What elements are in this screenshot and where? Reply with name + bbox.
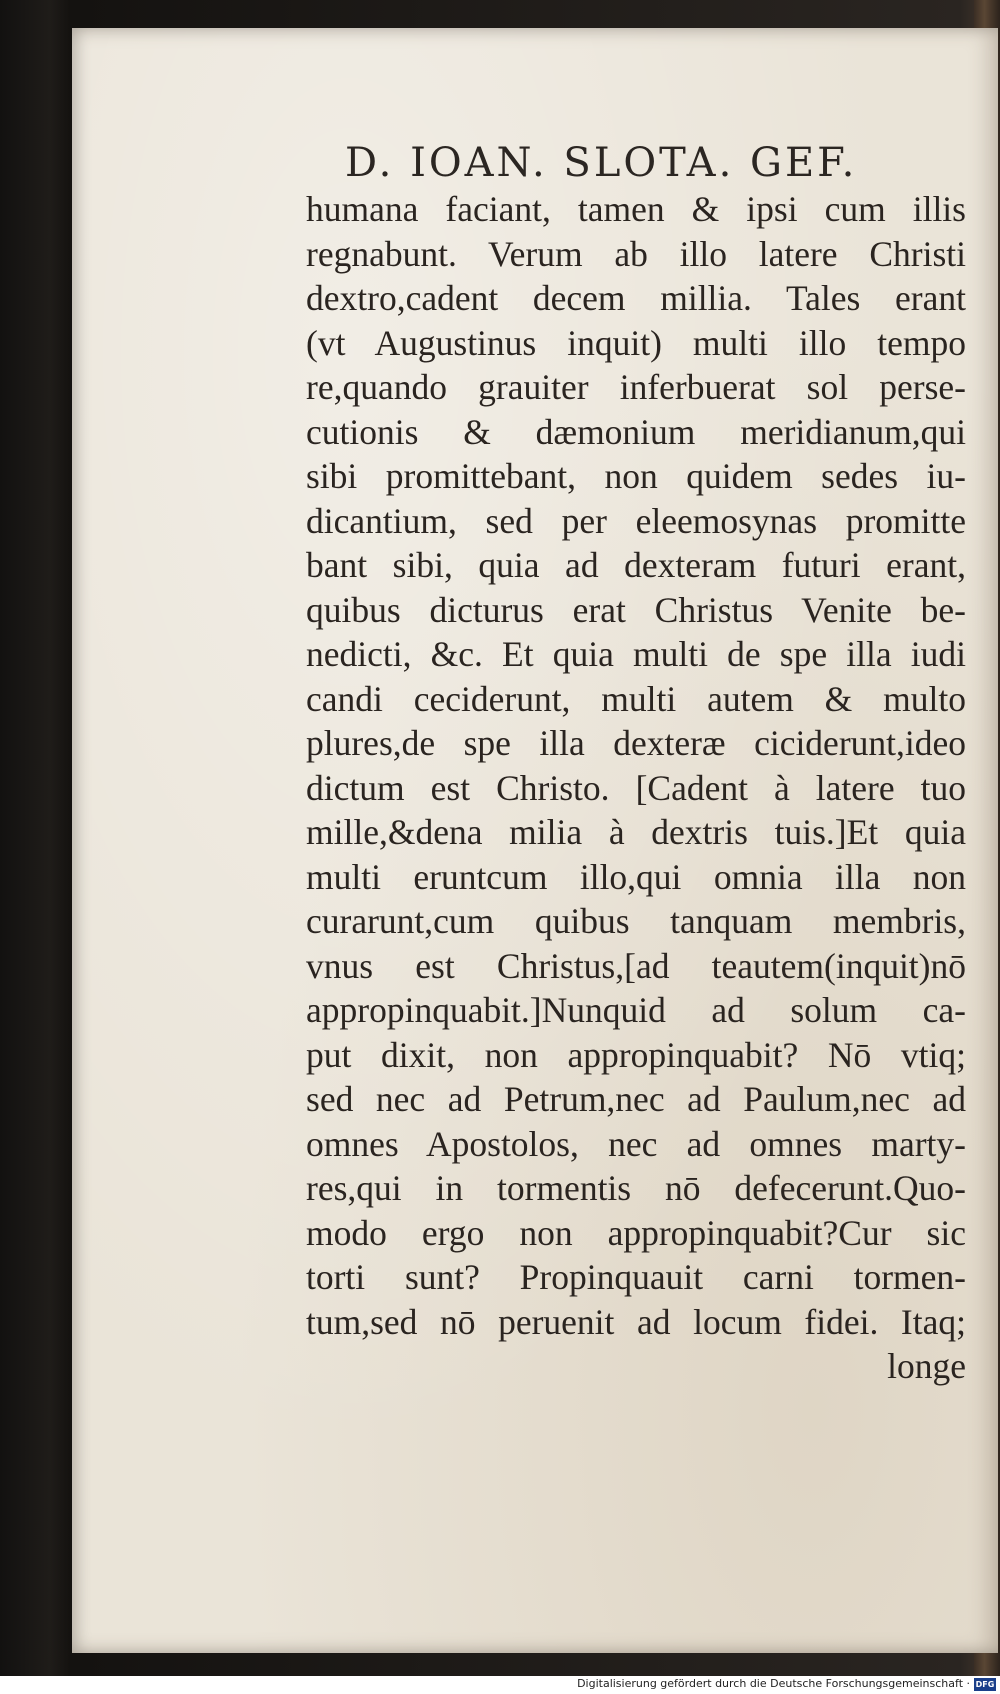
dfg-logo: DFG <box>975 1680 995 1689</box>
text-line: omnes Apostolos, nec ad omnes marty- <box>306 1123 966 1164</box>
text-line: humana faciant, tamen & ipsi cum illis <box>306 189 966 229</box>
body-text <box>306 187 966 1389</box>
text-line: dicantium, sed per eleemosynas promitte <box>306 500 966 541</box>
text-line: dextro,cadent decem millia. Tales erant <box>306 278 966 318</box>
text-line: re,quando grauiter inferbuerat sol perse- <box>306 367 966 407</box>
text-line: curarunt,cum quibus tanquam membris, <box>306 901 966 941</box>
text-line: appropinquabit.]Nunquid ad solum ca- <box>306 990 966 1030</box>
text-line: sed nec ad Petrum,nec ad Paulum,nec ad <box>306 1079 966 1119</box>
catchword: longe <box>887 1346 966 1386</box>
text-line: bant sibi, quia ad dexteram futuri erant, <box>306 545 966 585</box>
text-line: cutionis & dæmonium meridianum,qui <box>306 411 966 452</box>
text-line: multi eruntcum illo,qui omnia illa non <box>306 856 966 897</box>
text-line: sibi promittebant, non quidem sedes iu- <box>306 456 966 496</box>
text-line: vnus est Christus,[ad teautem(inquit)nō <box>306 945 966 986</box>
text-line: nedicti, &c. Et quia multi de spe illa iudi <box>306 634 966 674</box>
running-header: D. IOAN. SLOTA. GEF. <box>345 140 858 186</box>
text-line: modo ergo non appropinquabit?Cur sic <box>306 1212 966 1253</box>
text-line: dictum est Christo. [Cadent à latere tuo <box>306 767 966 808</box>
text-line: res,qui in tormentis nō defecerunt.Quo- <box>306 1168 966 1208</box>
text-line: regnabunt. Verum ab illo latere Christi <box>306 233 966 274</box>
text-line: tum,sed nō peruenit ad locum fidei. Itaq; <box>306 1301 966 1342</box>
text-line: (vt Augustinus inquit) multi illo tempo <box>306 322 966 363</box>
text-line: mille,&dena milia à dextris tuis.]Et quia <box>306 812 966 852</box>
text-line: torti sunt? Propinquauit carni tormen- <box>306 1257 966 1297</box>
text-line: put dixit, non appropinquabit? Nō vtiq; <box>306 1034 966 1075</box>
text-line: quibus dicturus erat Christus Venite be- <box>306 589 966 630</box>
text-line: plures,de spe illa dexteræ ciciderunt,ideo <box>306 723 966 763</box>
digitization-credit: Digitalisierung gefördert durch die Deutsche Forschungsgemeinschaft · <box>577 1677 970 1690</box>
text-line: candi ceciderunt, multi autem & multo <box>306 678 966 719</box>
